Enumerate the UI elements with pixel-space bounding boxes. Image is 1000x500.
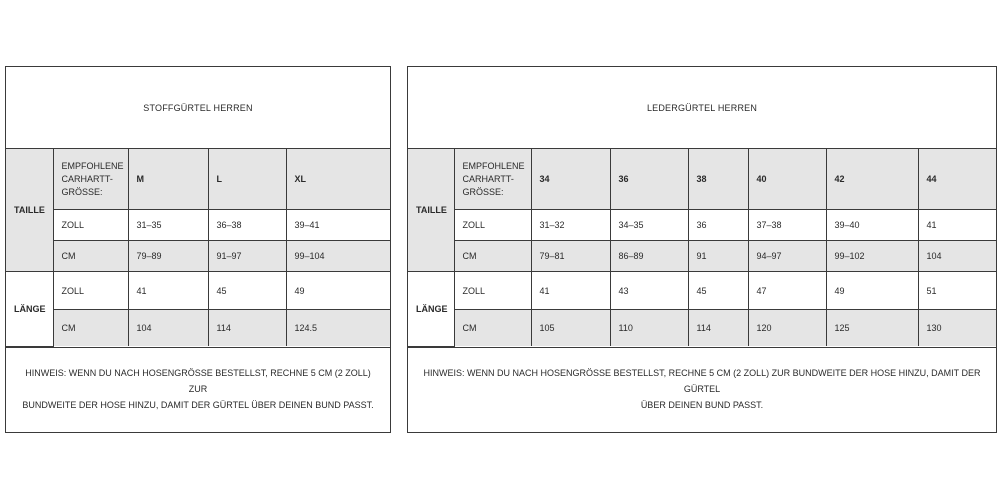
size-header: 42 (826, 149, 918, 210)
size-table (6, 149, 390, 347)
note-line: BUNDWEITE DER HOSE HINZU, DAMIT DER GÜRTEL ÜBER DEINEN BUND PASST. (22, 399, 374, 410)
value-cell: 49 (286, 272, 390, 310)
value-cell: 120 (748, 310, 826, 347)
value-cell: 36–38 (208, 210, 286, 241)
table-row (6, 272, 390, 310)
value-cell: 45 (208, 272, 286, 310)
value-cell: 31–35 (128, 210, 208, 241)
size-header: 40 (748, 149, 826, 210)
table-row (408, 149, 996, 210)
value-cell: 114 (208, 310, 286, 347)
value-cell: 34–35 (610, 210, 688, 241)
laenge-label: LÄNGE (408, 272, 454, 347)
taille-label: TAILLE (6, 149, 53, 272)
unit-cell: ZOLL (454, 272, 531, 310)
value-cell: 49 (826, 272, 918, 310)
value-cell: 37–38 (748, 210, 826, 241)
unit-cell: ZOLL (53, 272, 128, 310)
recommended-size-label (53, 149, 128, 210)
size-header: 38 (688, 149, 748, 210)
unit-cell: CM (454, 241, 531, 272)
value-cell: 104 (128, 310, 208, 347)
unit-cell: CM (454, 310, 531, 347)
note-line: HINWEIS: WENN DU NACH HOSENGRÖSSE BESTELLST, RECHNE 5 CM (2 ZOLL) ZUR (25, 367, 371, 394)
value-cell: 41 (531, 272, 610, 310)
value-cell: 99–102 (826, 241, 918, 272)
size-header: XL (286, 149, 390, 210)
table-row (6, 149, 390, 210)
size-header: M (128, 149, 208, 210)
value-cell: 110 (610, 310, 688, 347)
value-cell: 43 (610, 272, 688, 310)
unit-cell: CM (53, 310, 128, 347)
leather-belt-size-panel (407, 66, 997, 433)
panel-title: STOFFGÜRTEL HERREN (6, 67, 390, 149)
value-cell: 105 (531, 310, 610, 347)
value-cell: 130 (918, 310, 996, 347)
table-row (6, 210, 390, 241)
size-table (408, 149, 996, 347)
value-cell: 41 (918, 210, 996, 241)
note-line: HINWEIS: WENN DU NACH HOSENGRÖSSE BESTELLST, RECHNE 5 CM (2 ZOLL) ZUR BUNDWEITE DER HOSE HINZU, DAMIT DER GÜRTEL (423, 367, 981, 394)
size-header: L (208, 149, 286, 210)
size-header: 44 (918, 149, 996, 210)
value-cell: 99–104 (286, 241, 390, 272)
value-cell: 91 (688, 241, 748, 272)
value-cell: 79–81 (531, 241, 610, 272)
value-cell: 41 (128, 272, 208, 310)
value-cell: 104 (918, 241, 996, 272)
unit-cell: CM (53, 241, 128, 272)
value-cell: 39–41 (286, 210, 390, 241)
value-cell: 94–97 (748, 241, 826, 272)
value-cell: 39–40 (826, 210, 918, 241)
table-row (408, 210, 996, 241)
size-header: 34 (531, 149, 610, 210)
value-cell: 31–32 (531, 210, 610, 241)
unit-cell: ZOLL (454, 210, 531, 241)
table-row (408, 241, 996, 272)
header-label-line: GRÖSSE: (462, 186, 504, 197)
sizing-note (6, 347, 390, 430)
value-cell: 125 (826, 310, 918, 347)
laenge-label: LÄNGE (6, 272, 53, 347)
value-cell: 45 (688, 272, 748, 310)
value-cell: 114 (688, 310, 748, 347)
taille-label: TAILLE (408, 149, 454, 272)
value-cell: 36 (688, 210, 748, 241)
value-cell: 47 (748, 272, 826, 310)
recommended-size-label (454, 149, 531, 210)
size-header: 36 (610, 149, 688, 210)
panel-title: LEDERGÜRTEL HERREN (408, 67, 996, 149)
table-row (6, 241, 390, 272)
header-label-line: EMPFOHLENE (61, 160, 124, 171)
value-cell: 86–89 (610, 241, 688, 272)
value-cell: 124.5 (286, 310, 390, 347)
table-row (6, 310, 390, 347)
fabric-belt-size-panel (5, 66, 391, 433)
header-label-line: GRÖSSE: (61, 186, 103, 197)
unit-cell: ZOLL (53, 210, 128, 241)
header-label-line: CARHARTT- (462, 173, 514, 184)
header-label-line: CARHARTT- (61, 173, 113, 184)
value-cell: 51 (918, 272, 996, 310)
value-cell: 79–89 (128, 241, 208, 272)
sizing-note (408, 347, 996, 430)
value-cell: 91–97 (208, 241, 286, 272)
table-row (408, 310, 996, 347)
table-row (408, 272, 996, 310)
note-line: ÜBER DEINEN BUND PASST. (640, 399, 764, 410)
header-label-line: EMPFOHLENE (462, 160, 525, 171)
